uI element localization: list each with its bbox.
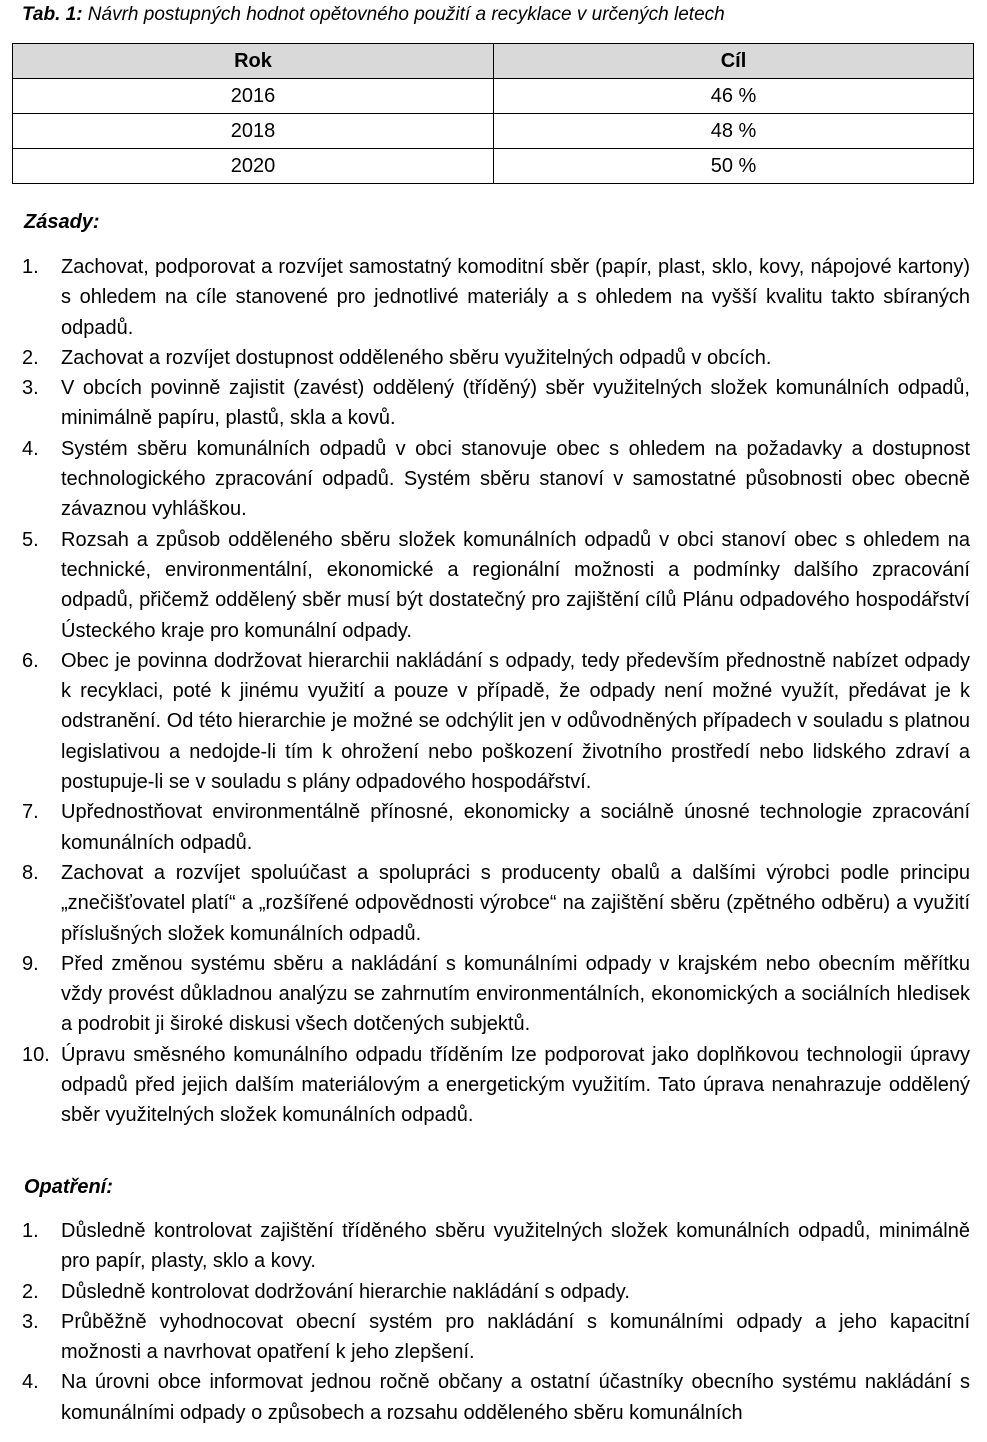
list-item-text: Důsledně kontrolovat zajištění tříděného sběru využitelných složek komunálních odpadů, minimálně pro papír, plasty, sklo a kovy. bbox=[61, 1220, 970, 1273]
list-item-text: Zachovat, podporovat a rozvíjet samostatný komoditní sběr (papír, plast, sklo, kovy, nápojové kartony) s ohledem na cíle stanovené pro jednotlivé materiály a s ohledem na vyšší kvalitu takto sbíraných odpadů. bbox=[61, 256, 970, 339]
table-cell-year: 2020 bbox=[13, 149, 494, 184]
recycling-targets-table bbox=[12, 43, 974, 184]
list-item-number: 10. bbox=[22, 1043, 50, 1066]
list-item bbox=[22, 1216, 970, 1277]
list-item-text: Průběžně vyhodnocovat obecní systém pro nakládání s komunálními odpady a jeho kapacitní možnosti a navrhovat opatření k jeho zlepšení. bbox=[61, 1310, 970, 1364]
table-row bbox=[13, 114, 974, 149]
list-item-text: Úpravu směsného komunálního odpadu tříděním lze podporovat jako doplňkovou technologii úpravy odpadů před jejich dalším materiálovým a energetickým využitím. Tato úprava nenahrazuje oddělený sběr využitelných složek komunálních odpadů. bbox=[61, 1043, 970, 1127]
column-header-cil: Cíl bbox=[494, 44, 974, 79]
list-item-text: Zachovat a rozvíjet spoluúčast a spolupráci s producenty obalů a dalšími výrobci podle principu „znečišťovatel platí“ a „rozšířené odpovědnosti výrobce“ na zajištění sběru (zpětného odběru) a využití příslušných složek komunálních odpadů. bbox=[61, 861, 970, 945]
table-caption-text: Návrh postupných hodnot opětovného použití a recyklace v určených letech bbox=[82, 4, 725, 25]
table-caption-label: Tab. 1: bbox=[22, 4, 83, 25]
list-item-text: Před změnou systému sběru a nakládání s komunálními odpady v krajském nebo obecním měřítku vždy provést důkladnou analýzu se zahrnutím environmentálních, ekonomických a sociálních hledisek a podrobit ji široké diskusi všech dotčených subjektů. bbox=[61, 952, 970, 1036]
list-item bbox=[22, 1277, 970, 1307]
list-item-text: Rozsah a způsob odděleného sběru složek komunálních odpadů v obci stanoví obec s ohledem na technické, environmentální, ekonomické a regionální možnosti a podmínky dalšího zpracování odpadů, přičemž oddělený sběr musí být dostatečný pro zajištění cílů Plánu odpadového hospodářství Ústeckého kraje pro komunální odpady. bbox=[61, 528, 970, 642]
list-item bbox=[22, 646, 970, 797]
list-item-number: 6. bbox=[22, 649, 39, 672]
opatreni-list bbox=[22, 1216, 970, 1428]
list-item-text: Systém sběru komunálních odpadů v obci stanovuje obec s ohledem na požadavky a dostupnost technologického zpracování odpadů. Systém sběru stanoví v samostatné působnosti obec obecně závaznou vyhláškou. bbox=[61, 437, 970, 521]
list-item-number: 5. bbox=[22, 528, 39, 551]
column-header-rok: Rok bbox=[13, 44, 494, 79]
list-item bbox=[22, 858, 970, 949]
list-item-text: Na úrovni obce informovat jednou ročně občany a ostatní účastníky obecního systému nakládání s komunálními odpady o způsobech a rozsahu odděleného sběru komunálních bbox=[61, 1371, 970, 1424]
table-header-row bbox=[13, 44, 974, 79]
list-item-number: 1. bbox=[22, 1220, 39, 1242]
list-item-text: Zachovat a rozvíjet dostupnost odděleného sběru využitelných odpadů v obcích. bbox=[61, 346, 772, 369]
list-item bbox=[22, 1307, 970, 1368]
list-item-number: 7. bbox=[22, 801, 39, 824]
table-cell-year: 2018 bbox=[13, 114, 494, 149]
list-item-text: Důsledně kontrolovat dodržování hierarchie nakládání s odpady. bbox=[61, 1280, 630, 1303]
list-item-number: 2. bbox=[22, 1280, 39, 1303]
list-item bbox=[22, 949, 970, 1040]
list-item-number: 8. bbox=[22, 861, 39, 884]
list-item bbox=[22, 1040, 970, 1131]
list-item-number: 1. bbox=[22, 256, 39, 278]
opatreni-heading: Opatření: bbox=[24, 1176, 113, 1198]
table-cell-year: 2016 bbox=[13, 79, 494, 114]
zasady-list bbox=[22, 252, 970, 1131]
list-item bbox=[22, 1367, 970, 1428]
list-item-number: 4. bbox=[22, 437, 39, 460]
table-caption bbox=[22, 4, 725, 26]
list-item bbox=[22, 797, 970, 858]
list-item-number: 2. bbox=[22, 346, 39, 369]
table-row bbox=[13, 149, 974, 184]
list-item bbox=[22, 252, 970, 343]
list-item bbox=[22, 343, 970, 373]
list-item-text: Obec je povinna dodržovat hierarchii nakládání s odpady, tedy především přednostně nabízet odpady k recyklaci, poté k jinému využití a pouze v případě, že odpady není možné využít, předávat je k odstranění. Od této hierarchie je možné se odchýlit jen v odůvodněných případech v souladu s platnou legislativou a nedojde-li tím k ohrožení nebo poškození životního prostředí nebo lidského zdraví a postupuje-li se v souladu s plány odpadového hospodářství. bbox=[61, 649, 970, 794]
list-item-number: 4. bbox=[22, 1371, 39, 1394]
list-item bbox=[22, 434, 970, 525]
list-item-text: V obcích povinně zajistit (zavést) oddělený (tříděný) sběr využitelných složek komunálních odpadů, minimálně papíru, plastů, skla a kovů. bbox=[61, 377, 970, 430]
list-item-number: 9. bbox=[22, 952, 39, 975]
list-item-text: Upřednostňovat environmentálně přínosné, ekonomicky a sociálně únosné technologie zpracování komunálních odpadů. bbox=[61, 801, 970, 854]
table-cell-target: 50 % bbox=[494, 149, 974, 184]
list-item bbox=[22, 525, 970, 646]
list-item-number: 3. bbox=[22, 1310, 39, 1333]
list-item bbox=[22, 373, 970, 434]
table-row bbox=[13, 79, 974, 114]
zasady-heading: Zásady: bbox=[24, 211, 100, 233]
table-cell-target: 48 % bbox=[494, 114, 974, 149]
table-cell-target: 46 % bbox=[494, 79, 974, 114]
list-item-number: 3. bbox=[22, 377, 39, 400]
